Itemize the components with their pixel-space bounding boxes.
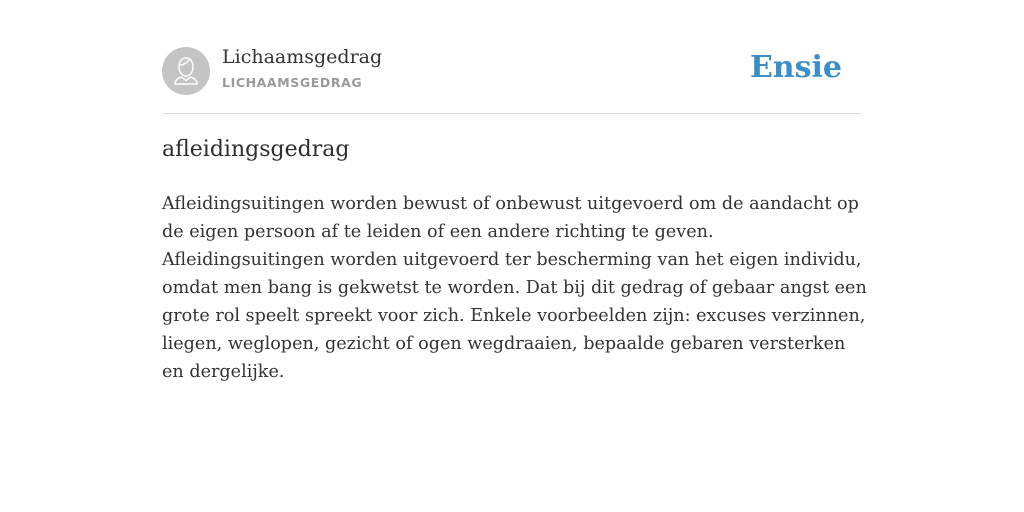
avatar[interactable] bbox=[162, 47, 210, 95]
header bbox=[162, 40, 862, 114]
article-title: afleidingsgedrag bbox=[162, 137, 350, 162]
article-body: Afleidingsuitingen worden bewust of onbewust uitgevoerd om de aandacht op de eigen persoon af te leiden of een andere richting te geven. Afleidingsuitingen worden uitgevoerd ter bescherming van het eigen individu, omdat men bang is gekwetst te worden. Dat bij dit gedrag of gebaar angst een grote rol speelt spreekt voor zich. Enkele voorbeelden zijn: excuses verzinnen, liegen, weglopen, gezicht of ogen wegdraaien, bepaalde gebaren versterken en dergelijke. bbox=[162, 194, 867, 382]
author-name[interactable]: Lichaamsgedrag bbox=[222, 46, 383, 68]
author-subtitle[interactable]: LICHAAMSGEDRAG bbox=[222, 75, 363, 90]
brand-logo[interactable]: Ensie bbox=[749, 50, 842, 85]
user-icon bbox=[162, 47, 210, 95]
